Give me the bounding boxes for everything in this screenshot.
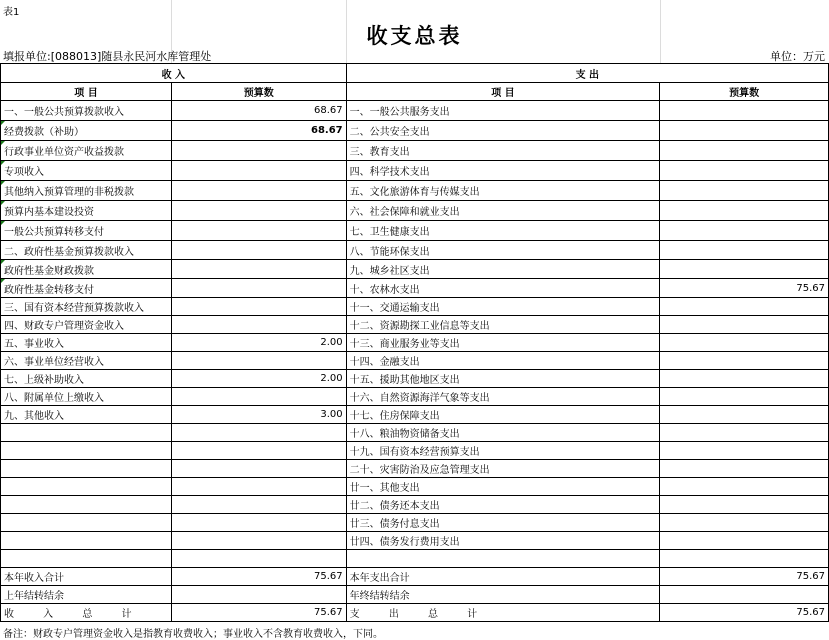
expense-item-cell: 五、文化旅游体育与传媒支出 <box>346 181 660 201</box>
income-budget-cell <box>171 201 346 221</box>
table-row <box>1 101 829 121</box>
table-row <box>1 406 829 424</box>
expense-item-cell: 十三、商业服务业等支出 <box>346 334 660 352</box>
expense-budget-cell <box>660 514 829 532</box>
expense-item-cell: 十、农林水支出 <box>346 279 660 298</box>
summary-row <box>1 586 829 604</box>
table-row <box>1 241 829 260</box>
income-budget-cell: 68.67 <box>171 121 346 141</box>
expense-total-label: 本年支出合计 <box>346 568 660 586</box>
income-budget-cell <box>171 388 346 406</box>
income-item-cell: 政府性基金财政拨款 <box>1 260 172 279</box>
expense-item-cell: 十七、住房保障支出 <box>346 406 660 424</box>
income-item-cell: 五、事业收入 <box>1 334 172 352</box>
expense-budget-cell <box>660 316 829 334</box>
expense-total-value: 75.67 <box>660 568 829 586</box>
expense-item-cell: 十二、资源勘探工业信息等支出 <box>346 316 660 334</box>
expense-budget-cell <box>660 496 829 514</box>
expense-item-cell: 十一、交通运输支出 <box>346 298 660 316</box>
expense-budget-cell <box>660 388 829 406</box>
expense-item-cell <box>346 550 660 568</box>
expense-budget-cell <box>660 478 829 496</box>
income-budget-cell <box>171 141 346 161</box>
income-total-value: 75.67 <box>171 568 346 586</box>
expense-budget-cell <box>660 141 829 161</box>
expense-item-cell: 三、教育支出 <box>346 141 660 161</box>
table-row <box>1 141 829 161</box>
income-item-cell: 二、政府性基金预算拨款收入 <box>1 241 172 260</box>
income-item-cell: 九、其他收入 <box>1 406 172 424</box>
expense-item-cell: 九、城乡社区支出 <box>346 260 660 279</box>
income-budget-cell: 3.00 <box>171 406 346 424</box>
income-item-cell: 政府性基金转移支付 <box>1 279 172 298</box>
income-budget-cell <box>171 260 346 279</box>
expense-budget-cell <box>660 221 829 241</box>
expense-budget-cell <box>660 352 829 370</box>
expense-item-cell: 四、科学技术支出 <box>346 161 660 181</box>
income-item-cell: 七、上级补助收入 <box>1 370 172 388</box>
page-title: 收支总表 <box>366 24 463 48</box>
income-total-value: 75.67 <box>171 604 346 622</box>
expense-budget-cell <box>660 442 829 460</box>
table-row <box>1 279 829 298</box>
expense-budget-cell <box>660 550 829 568</box>
income-total-value <box>171 586 346 604</box>
income-item-cell: 其他纳入预算管理的非税拨款 <box>1 181 172 201</box>
income-budget-cell <box>171 298 346 316</box>
income-item-cell <box>1 532 172 550</box>
income-item-cell: 八、附属单位上缴收入 <box>1 388 172 406</box>
expense-budget-cell <box>660 406 829 424</box>
expense-item-cell: 七、卫生健康支出 <box>346 221 660 241</box>
table-row <box>1 181 829 201</box>
income-budget-cell <box>171 478 346 496</box>
expense-total-label: 年终结转结余 <box>346 586 660 604</box>
income-item-cell: 行政事业单位资产收益拨款 <box>1 141 172 161</box>
expense-budget-cell <box>660 460 829 478</box>
expense-item-cell: 廿一、其他支出 <box>346 478 660 496</box>
table-row <box>1 221 829 241</box>
income-budget-cell: 68.67 <box>171 101 346 121</box>
expense-item-cell: 十四、金融支出 <box>346 352 660 370</box>
income-budget-cell <box>171 496 346 514</box>
expense-item-cell: 二、公共安全支出 <box>346 121 660 141</box>
footnote: 备注：财政专户管理资金收入是指教育收费收入；事业收入不含教育收费收入，下同。 <box>3 629 383 640</box>
expense-budget-cell <box>660 298 829 316</box>
expense-total-value: 75.67 <box>660 604 829 622</box>
unit-measure: 单位：万元 <box>770 50 825 63</box>
income-item-cell: 三、国有资本经营预算拨款收入 <box>1 298 172 316</box>
expense-budget-cell <box>660 101 829 121</box>
expense-item-cell: 十五、援助其他地区支出 <box>346 370 660 388</box>
table-row <box>1 478 829 496</box>
income-item-cell: 预算内基本建设投资 <box>1 201 172 221</box>
sheet-tag: 表1 <box>3 7 20 18</box>
income-total-label: 收 入 总 计 <box>1 604 172 622</box>
table-row <box>1 201 829 221</box>
income-item-cell <box>1 550 172 568</box>
expense-item-header: 项 目 <box>346 83 660 101</box>
expense-budget-cell <box>660 260 829 279</box>
table-row <box>1 442 829 460</box>
income-budget-cell: 2.00 <box>171 370 346 388</box>
income-item-cell <box>1 496 172 514</box>
table-row <box>1 352 829 370</box>
summary-row <box>1 568 829 586</box>
summary-row <box>1 604 829 622</box>
expense-budget-cell <box>660 334 829 352</box>
expense-budget-cell <box>660 121 829 141</box>
income-total-label: 上年结转结余 <box>1 586 172 604</box>
income-budget-cell <box>171 352 346 370</box>
expense-budget-cell: 75.67 <box>660 279 829 298</box>
expense-budget-cell <box>660 532 829 550</box>
expense-header: 支 出 <box>346 64 828 83</box>
expense-budget-header: 预算数 <box>660 83 829 101</box>
income-budget-cell <box>171 221 346 241</box>
table-row <box>1 550 829 568</box>
expense-item-cell: 廿二、债务还本支出 <box>346 496 660 514</box>
income-budget-cell <box>171 442 346 460</box>
income-budget-cell <box>171 316 346 334</box>
income-budget-cell <box>171 181 346 201</box>
expense-budget-cell <box>660 181 829 201</box>
expense-item-cell: 八、节能环保支出 <box>346 241 660 260</box>
expense-budget-cell <box>660 201 829 221</box>
expense-item-cell: 一、一般公共服务支出 <box>346 101 660 121</box>
income-budget-header: 预算数 <box>171 83 346 101</box>
income-item-cell: 专项收入 <box>1 161 172 181</box>
income-budget-cell <box>171 460 346 478</box>
table-row <box>1 316 829 334</box>
income-total-label: 本年收入合计 <box>1 568 172 586</box>
income-item-cell: 六、事业单位经营收入 <box>1 352 172 370</box>
expense-item-cell: 廿三、债务付息支出 <box>346 514 660 532</box>
income-item-cell: 经费拨款（补助） <box>1 121 172 141</box>
income-budget-cell <box>171 514 346 532</box>
income-budget-cell <box>171 241 346 260</box>
income-item-cell: 四、财政专户管理资金收入 <box>1 316 172 334</box>
income-budget-cell <box>171 532 346 550</box>
table-row <box>1 334 829 352</box>
income-item-cell: 一般公共预算转移支付 <box>1 221 172 241</box>
income-budget-cell <box>171 550 346 568</box>
expense-item-cell: 十八、粮油物资储备支出 <box>346 424 660 442</box>
income-item-cell: 一、一般公共预算拨款收入 <box>1 101 172 121</box>
table-row <box>1 260 829 279</box>
expense-budget-cell <box>660 161 829 181</box>
table-row <box>1 161 829 181</box>
expense-item-cell: 廿四、债务发行费用支出 <box>346 532 660 550</box>
income-budget-cell <box>171 279 346 298</box>
table-row <box>1 370 829 388</box>
expense-item-cell: 十九、国有资本经营预算支出 <box>346 442 660 460</box>
income-item-header: 项 目 <box>1 83 172 101</box>
reporting-unit: 填报单位:[088013]随县永民河水库管理处 <box>3 50 212 63</box>
expense-item-cell: 十六、自然资源海洋气象等支出 <box>346 388 660 406</box>
income-item-cell <box>1 514 172 532</box>
income-budget-cell: 2.00 <box>171 334 346 352</box>
income-item-cell <box>1 442 172 460</box>
income-budget-cell <box>171 424 346 442</box>
expense-total-label: 支 出 总 计 <box>346 604 660 622</box>
expense-total-value <box>660 586 829 604</box>
income-budget-cell <box>171 161 346 181</box>
table-row <box>1 424 829 442</box>
summary-table <box>0 63 829 622</box>
table-row <box>1 460 829 478</box>
table-row <box>1 514 829 532</box>
table-row <box>1 532 829 550</box>
income-item-cell <box>1 424 172 442</box>
expense-item-cell: 六、社会保障和就业支出 <box>346 201 660 221</box>
table-row <box>1 496 829 514</box>
income-item-cell <box>1 478 172 496</box>
expense-budget-cell <box>660 424 829 442</box>
table-row <box>1 121 829 141</box>
income-item-cell <box>1 460 172 478</box>
income-header: 收 入 <box>1 64 347 83</box>
expense-budget-cell <box>660 370 829 388</box>
table-row <box>1 388 829 406</box>
expense-budget-cell <box>660 241 829 260</box>
table-row <box>1 298 829 316</box>
expense-item-cell: 二十、灾害防治及应急管理支出 <box>346 460 660 478</box>
